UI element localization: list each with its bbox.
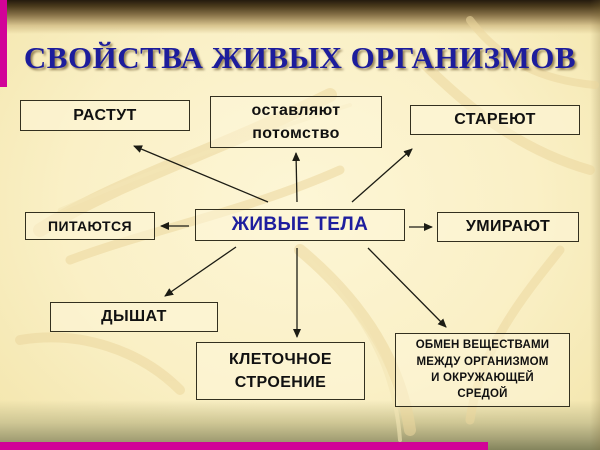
magenta-edge-stripe-left [0, 0, 7, 87]
arrow-to-breathe [165, 247, 236, 296]
node-breathe [50, 302, 218, 332]
node-grow [20, 100, 190, 131]
node-offspring [210, 96, 382, 148]
node-cellular-label-line1: КЛЕТОЧНОЕ [229, 350, 332, 368]
arrow-to-offspring [296, 153, 297, 202]
node-die-label: УМИРАЮТ [465, 218, 551, 235]
node-metabolism-label-line3: И ОКРУЖАЮЩЕЙ [431, 372, 534, 384]
node-age-label: СТАРЕЮТ [454, 111, 536, 128]
slide-title: СВОЙСТВА ЖИВЫХ ОРГАНИЗМОВ [23, 40, 577, 75]
node-metabolism-label-line1: ОБМЕН ВЕЩЕСТВАМИ [415, 339, 550, 352]
arrow-to-metabolism [368, 248, 446, 327]
node-living-bodies [195, 209, 405, 241]
node-grow-label: РАСТУТ [73, 106, 137, 124]
node-offspring-label-line2: потомство [252, 125, 340, 142]
node-feed-label: ПИТАЮТСЯ [48, 218, 132, 234]
node-cellular-label-line2: СТРОЕНИЕ [234, 374, 327, 391]
node-metabolism-label-line4: СРЕДОЙ [457, 388, 508, 401]
magenta-edge-stripe-bottom [0, 442, 488, 450]
node-breathe-label: ДЫШАТ [101, 308, 167, 325]
arrow-to-age [352, 149, 412, 202]
node-metabolism-label-line2: МЕЖДУ ОРГАНИЗМОМ [416, 355, 549, 368]
node-living-bodies-label: ЖИВЫЕ ТЕЛА [231, 214, 369, 235]
node-age [410, 105, 580, 135]
node-offspring-label-line1: оставляют [251, 101, 341, 119]
node-feed [25, 212, 155, 240]
node-metabolism [395, 333, 570, 407]
node-cellular-structure [196, 342, 365, 400]
arrow-to-grow [134, 146, 268, 202]
node-die [437, 212, 579, 242]
